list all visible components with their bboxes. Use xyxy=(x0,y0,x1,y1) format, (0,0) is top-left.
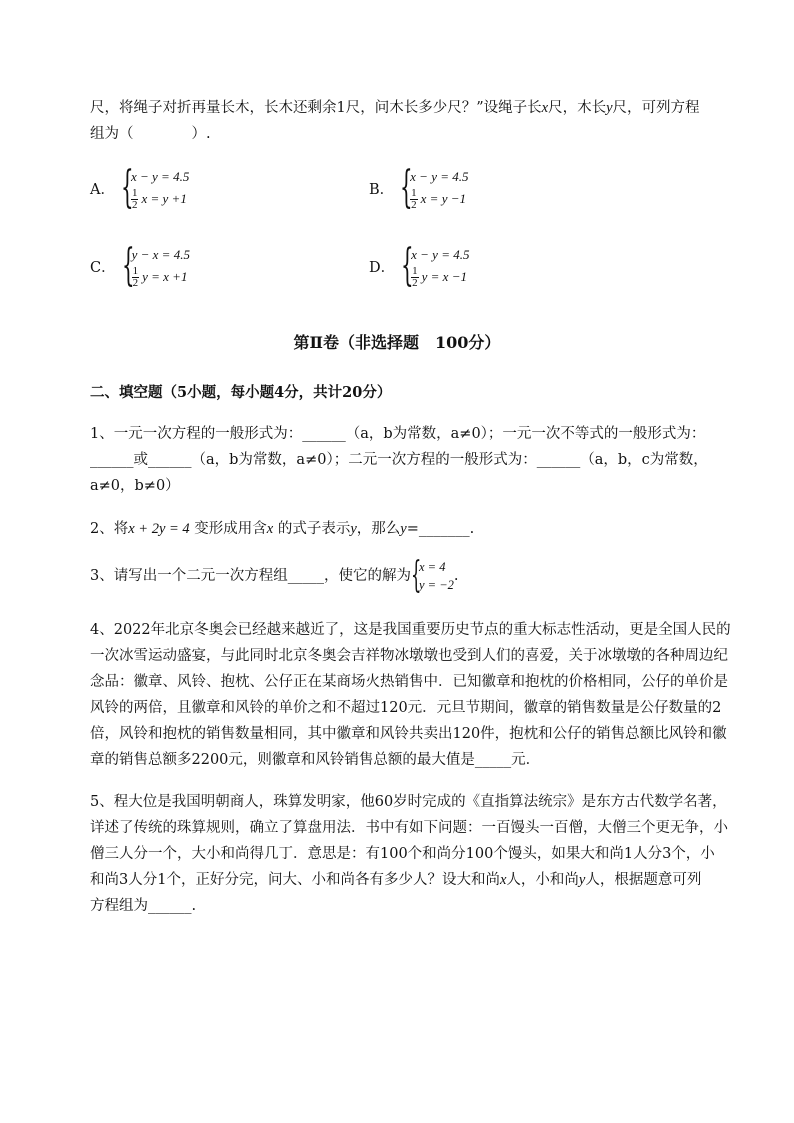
question-4-line-6: 章的销售总额多2200元，则徽章和风铃销售总额的最大值是_____元． xyxy=(90,752,541,768)
equation-2: y = −2 xyxy=(418,578,454,592)
option-a[interactable] xyxy=(90,162,190,213)
intro-text: 尺，将绳子对折再量长木，长木还剩余1尺，问木长多少尺？”设绳子长 xyxy=(90,100,542,116)
equation-1: x − y = 4.5 xyxy=(130,169,190,184)
question-5-line-3: 僧三人分一个，大小和尚得几丁．意思是：有100个和尚分100个馒头，如果大和尚1人分3个，小 xyxy=(90,846,715,862)
question-5-line-2: 详述了传统的珠算规则，确立了算盘用法．书中有如下问题：一百馒头一百僧，大僧三个更无争，小 xyxy=(90,820,728,836)
brace-icon: { xyxy=(121,240,135,291)
question-1-line-3: a≠0，b≠0） xyxy=(90,478,180,494)
equation-system xyxy=(400,162,469,213)
option-label: B． xyxy=(369,181,395,198)
brace-icon: { xyxy=(400,162,413,213)
intro-line-1 xyxy=(90,95,750,121)
question-1-line-2: ______或______（a，b为常数，a≠0）；二元一次方程的一般形式为：______（a，b，c为常数， xyxy=(90,452,708,468)
intro-text: 组为（ ）. xyxy=(90,126,211,142)
option-label: A． xyxy=(90,181,115,198)
brace-icon: { xyxy=(120,162,134,213)
intro-line-2 xyxy=(90,121,750,147)
solution-system xyxy=(410,555,454,596)
question-4-line-3: 念品：徽章、风铃、抱枕、公仔正在某商场火热销售中．已知徽章和抱枕的价格相同，公仔的单价是 xyxy=(90,674,728,690)
intro-text: 尺，可列方程 xyxy=(612,100,700,116)
equation-1: x − y = 4.5 xyxy=(410,169,469,184)
part-title: 第Ⅱ卷（非选择题 100分） xyxy=(293,333,501,352)
var-x: x xyxy=(541,100,549,116)
question-5-line-5: 方程组为______. xyxy=(90,898,197,914)
equation-1: y − x = 4.5 xyxy=(131,247,190,262)
equation-system xyxy=(401,240,470,291)
question-1-line-1: 1、一元一次方程的一般形式为：______（a，b为常数，a≠0）；一元一次不等式的一般形式为： xyxy=(90,426,706,442)
section-heading: 二、填空题（5小题，每小题4分，共计20分） xyxy=(90,384,392,401)
question-2: 2、将x + 2y = 4 变形成用含x 的式子表示y，那么y=_______. xyxy=(90,521,475,537)
option-c[interactable] xyxy=(90,240,190,291)
option-d[interactable] xyxy=(369,240,470,291)
equation-2: $\frac{1}{2}$ y = x +1 xyxy=(132,264,188,289)
equation-system xyxy=(121,240,190,291)
brace-icon: { xyxy=(401,240,414,291)
intro-text: 尺，木长 xyxy=(548,100,607,116)
question-4-line-2: 一次冰雪运动盛宴，与此同时北京冬奥会吉祥物冰墩墩也受到人们的喜爱，关于冰墩墩的各种周边纪 xyxy=(90,648,728,664)
equation-2: $\frac{1}{2}$ x = y +1 xyxy=(131,186,187,211)
question-4-line-5: 倍，风铃和抱枕的销售数量相同，其中徽章和风铃共卖出120件，抱枕和公仔的销售总额比风铃和徽 xyxy=(90,726,727,742)
equation-1: x − y = 4.5 xyxy=(411,247,470,262)
question-4-line-1: 4、2022年北京冬奥会已经越来越近了，这是我国重要历史节点的重大标志性活动，更是全国人民的 xyxy=(90,622,731,638)
question-5-line-1: 5、程大位是我国明朝商人，珠算发明家，他60岁时完成的《直指算法统宗》是东方古代数学名著， xyxy=(90,794,727,810)
equation-1: x = 4 xyxy=(418,560,446,574)
option-b[interactable] xyxy=(369,162,469,213)
question-5-line-4: 和尚3人分1个，正好分完，问大、小和尚各有多少人？设大和尚x人，小和尚y人，根据题意可列 xyxy=(90,872,702,888)
question-3: 3、请写出一个二元一次方程组_____，使它的解为 { x = 4 y = −2 . xyxy=(90,555,459,596)
equation-2: $\frac{1}{2}$ x = y −1 xyxy=(411,186,466,211)
brace-icon: { xyxy=(410,555,422,596)
option-label: D． xyxy=(369,259,396,276)
var-y: y xyxy=(606,100,613,116)
equation-2: $\frac{1}{2}$ y = x −1 xyxy=(412,264,467,289)
expression: x + 2y = 4 xyxy=(128,521,190,537)
question-4-line-4: 风铃的两倍，且徽章和风铃的单价之和不超过120元．元旦节期间，徽章的销售数量是公仔数量的2 xyxy=(90,700,722,716)
option-label: C． xyxy=(90,259,116,276)
equation-system xyxy=(120,162,190,213)
